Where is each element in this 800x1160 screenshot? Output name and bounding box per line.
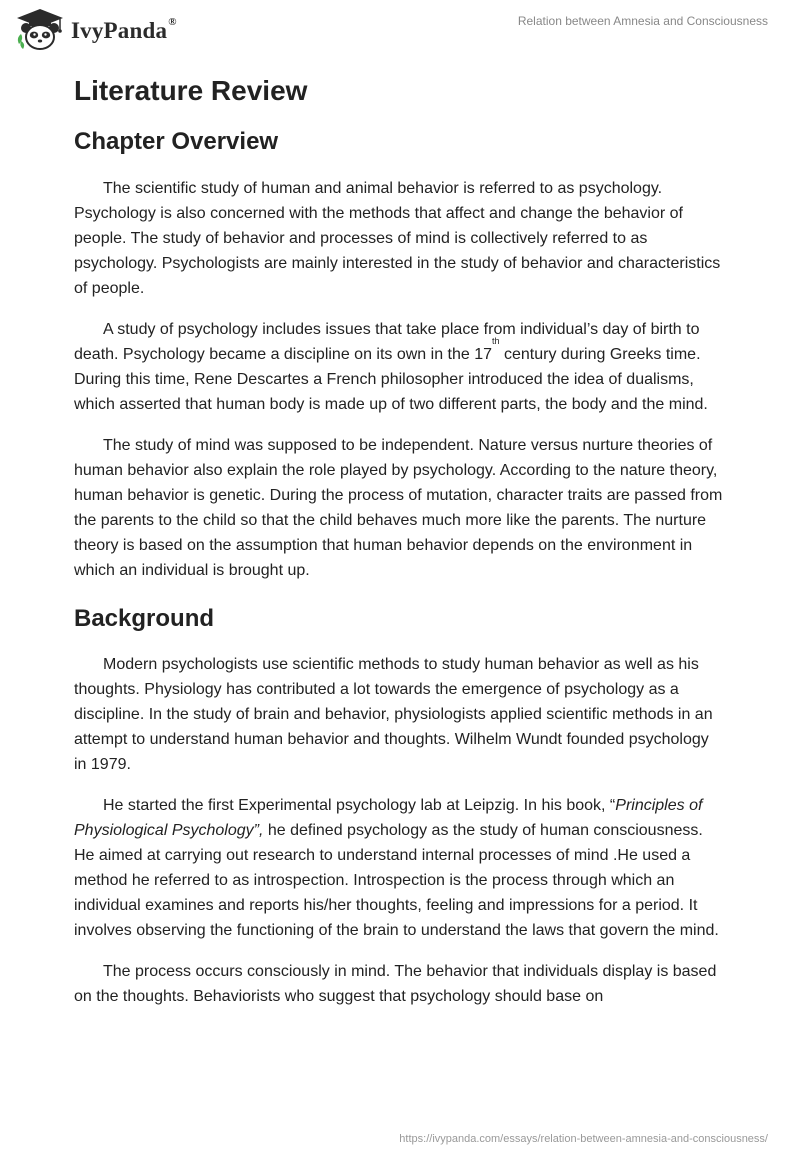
book-title: Principles of Physiological Psychology”, [74, 797, 703, 839]
source-url[interactable]: https://ivypanda.com/essays/relation-between-amnesia-and-consciousness/ [399, 1133, 768, 1145]
section-heading-chapter-overview: Chapter Overview [74, 128, 279, 155]
section-heading-background: Background [74, 605, 215, 632]
panda-graduate-icon [14, 6, 66, 52]
page-header [0, 0, 800, 64]
paragraph: He started the first Experimental psychology lab at Leipzig. In his book, “Principles of Physiological Psychology”, he defined psychology as the study of human consciousness. He aimed at carrying out research to understand internal processes of mind .He used a method he referred to as introspection. Introspection is the process through which an individual examines and reports his/her thoughts, feeling and impressions for a period. It involves observing the functioning of the brain to understand the laws that govern the mind. [74, 797, 719, 939]
document-body [74, 74, 724, 1009]
paragraph: Modern psychologists use scientific methods to study human behavior as well as his thoughts. Physiology has contributed a lot towards the emergence of psychology as a discipline. In the study of brain and behavior, physiologists applied scientific methods in an attempt to understand human behavior and thoughts. Wilhelm Wundt founded psychology in 1979. [74, 656, 713, 773]
brand-name: IvyPanda® [71, 16, 177, 43]
registered-mark: ® [168, 16, 177, 28]
document-title: Relation between Amnesia and Consciousness [517, 14, 768, 28]
paragraph: The study of mind was supposed to be independent. Nature versus nurture theories of human behavior also explain the role played by psychology. According to the nature theory, human behavior is genetic. During the process of mutation, character traits are passed from the parents to the child so that the child behaves much more like the parents. The nurture theory is based on the assumption that human behavior depends on the environment in which an individual is brought up. [74, 437, 723, 579]
page-title: Literature Review [74, 75, 308, 106]
paragraph: A study of psychology includes issues that take place from individual’s day of birth to death. Psychology became a discipline on its own in the 17th century during Greeks time. During this time, Rene Descartes a French philosopher introduced the idea of dualisms, which asserted that human body is made up of two different parts, the body and the mind. [74, 321, 708, 413]
paragraph: The process occurs consciously in mind. The behavior that individuals display is based on the thoughts. Behaviorists who suggest that psychology should base on [74, 963, 717, 1005]
ordinal-superscript: th [492, 336, 500, 346]
paragraph: The scientific study of human and animal behavior is referred to as psychology. Psychology is also concerned with the methods that affect and change the behavior of people. The study of behavior and processes of mind is collectively referred to as psychology. Psychologists are mainly interested in the study of behavior and characteristics of people. [74, 180, 721, 297]
brand-logo[interactable] [14, 6, 177, 52]
